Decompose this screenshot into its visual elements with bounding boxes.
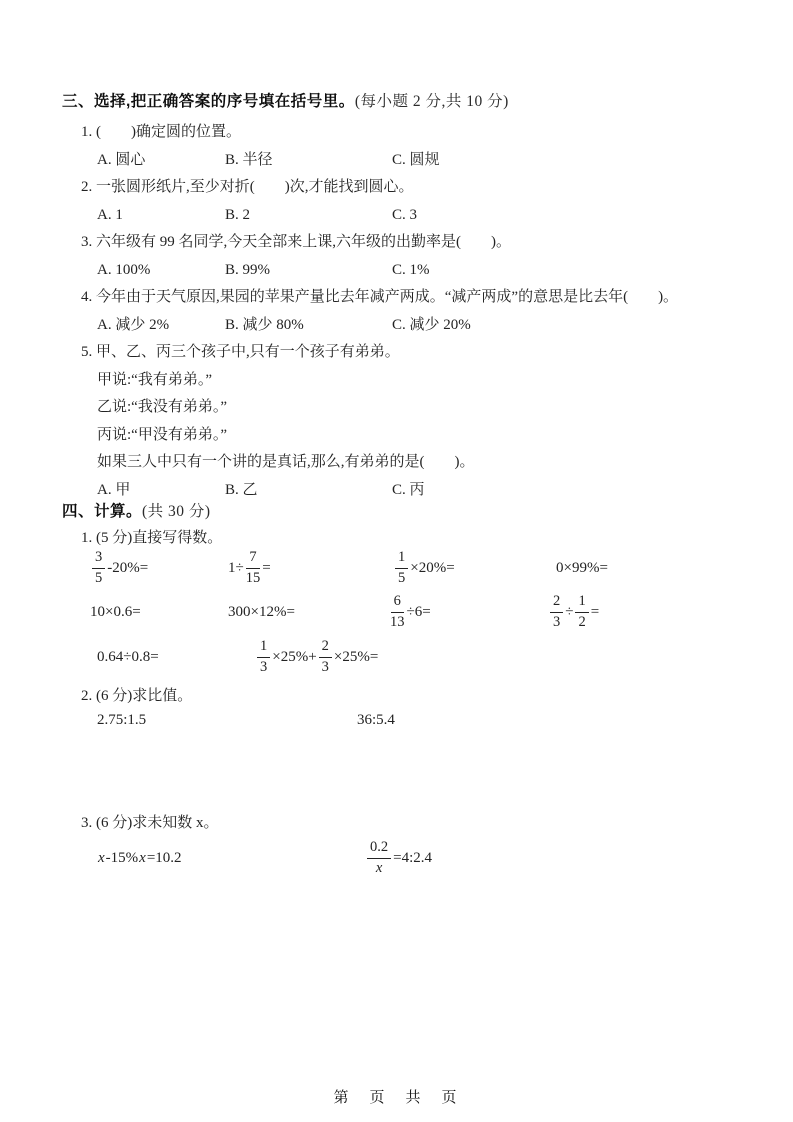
fraction-denominator: 3	[260, 658, 268, 675]
option-a: A. 1	[97, 207, 123, 223]
page-footer: 第 页 共 页	[333, 1089, 460, 1106]
math-expression	[365, 836, 432, 880]
question-2-options	[0, 205, 793, 225]
option-b: B. 乙	[225, 482, 258, 498]
math-text: ÷	[565, 603, 574, 620]
ratio-item: 36:5.4	[357, 712, 395, 728]
fraction-denominator: 15	[245, 569, 261, 586]
fraction	[390, 594, 405, 629]
section-4-heading-note: (共 30 分)	[142, 503, 211, 520]
fraction-denominator: 2	[578, 613, 586, 630]
section-3-heading-bold: 三、选择,把正确答案的序号填在括号里。	[62, 93, 355, 110]
question-5-statement-bing: 丙说:“甲没有弟弟。”	[97, 427, 227, 443]
question-4-options	[0, 315, 793, 335]
option-c: C. 减少 20%	[392, 317, 471, 333]
fraction-denominator: 5	[95, 569, 103, 586]
fraction	[246, 550, 261, 585]
question-4-text: 4. 今年由于天气原因,果园的苹果产量比去年减产两成。“减产两成”的意思是比去年( )。	[81, 289, 679, 305]
fraction-numerator: 2	[319, 639, 332, 657]
math-text: =	[590, 603, 600, 620]
section-3-heading-note: (每小题 2 分,共 10 分)	[354, 93, 509, 110]
math-text: ×25%+	[272, 648, 317, 665]
fraction	[367, 840, 391, 875]
math-expression	[90, 546, 148, 590]
math-text: 1÷	[228, 559, 244, 576]
math-text: -15%	[105, 849, 139, 866]
math-text: ×20%=	[410, 559, 455, 576]
question-5-text: 5. 甲、乙、丙三个孩子中,只有一个孩子有弟弟。	[81, 344, 400, 360]
section-4-heading-bold: 四、计算。	[62, 503, 143, 520]
fraction-denominator: x	[375, 859, 383, 876]
option-c: C. 1%	[392, 262, 430, 278]
math-expression	[393, 546, 455, 590]
math-variable: x	[139, 849, 146, 866]
math-text: ×25%=	[333, 648, 379, 665]
question-5-options	[0, 480, 793, 500]
math-text: =4:2.4	[393, 849, 433, 866]
option-b: B. 99%	[225, 262, 270, 278]
calc-row-3	[0, 635, 793, 679]
math-expression	[228, 590, 295, 634]
option-a: A. 甲	[97, 482, 131, 498]
math-text: 10×0.6=	[90, 603, 141, 620]
fraction-denominator: 13	[390, 613, 405, 630]
fraction-numerator: 3	[92, 550, 105, 568]
fraction-denominator: 5	[398, 569, 406, 586]
fraction-numerator: 1	[575, 594, 588, 612]
math-text: =	[262, 559, 271, 576]
question-3-text: 3. 六年级有 99 名同学,今天全部来上课,六年级的出勤率是( )。	[81, 234, 511, 250]
calc-1-label: 1. (5 分)直接写得数。	[81, 530, 223, 546]
ratio-item: 2.75:1.5	[97, 712, 147, 728]
option-c: C. 3	[392, 207, 418, 223]
section-4-heading	[62, 502, 211, 522]
math-expression	[255, 635, 378, 679]
math-variable: x	[98, 849, 105, 866]
section-3-heading	[62, 92, 509, 112]
question-5-statement-yi: 乙说:“我没有弟弟。”	[97, 399, 227, 415]
math-expression	[548, 590, 599, 634]
math-text: =10.2	[146, 849, 182, 866]
option-a: A. 100%	[97, 262, 151, 278]
option-b: B. 减少 80%	[225, 317, 304, 333]
option-a: A. 减少 2%	[97, 317, 170, 333]
fraction-numerator: 7	[246, 550, 259, 568]
math-text: 0.64÷0.8=	[97, 648, 159, 665]
math-expression	[388, 590, 431, 634]
math-expression	[97, 635, 159, 679]
fraction-numerator: 0.2	[367, 840, 391, 858]
question-1-options	[0, 150, 793, 170]
fraction	[257, 639, 270, 674]
fraction	[395, 550, 408, 585]
math-expression	[228, 546, 271, 590]
calc-row-1	[0, 546, 793, 590]
fraction	[575, 594, 588, 629]
option-b: B. 2	[225, 207, 251, 223]
fraction-denominator: 3	[553, 613, 561, 630]
question-3-options	[0, 260, 793, 280]
fraction-numerator: 1	[395, 550, 408, 568]
calc-row-2	[0, 590, 793, 634]
calc-3-label: 3. (6 分)求未知数 x。	[81, 815, 219, 831]
fraction-denominator: 3	[321, 658, 329, 675]
fraction	[319, 639, 332, 674]
question-5-conclusion: 如果三人中只有一个讲的是真话,那么,有弟弟的是( )。	[97, 454, 475, 470]
math-text: 0×99%=	[556, 559, 608, 576]
option-b: B. 半径	[225, 152, 273, 168]
fraction-numerator: 1	[257, 639, 270, 657]
math-expression	[90, 590, 141, 634]
question-2-text: 2. 一张圆形纸片,至少对折( )次,才能找到圆心。	[81, 179, 414, 195]
fraction	[550, 594, 563, 629]
fraction-numerator: 6	[391, 594, 404, 612]
fraction-numerator: 2	[550, 594, 563, 612]
math-text: -20%=	[107, 559, 149, 576]
option-a: A. 圆心	[97, 152, 146, 168]
calc-2-label: 2. (6 分)求比值。	[81, 688, 193, 704]
option-c: C. 圆规	[392, 152, 440, 168]
question-5-statement-jia: 甲说:“我有弟弟。”	[97, 372, 212, 388]
fraction	[92, 550, 105, 585]
option-c: C. 丙	[392, 482, 425, 498]
math-expression	[97, 836, 182, 880]
equation-row	[0, 836, 793, 880]
math-text: ÷6=	[406, 603, 431, 620]
math-text: 300×12%=	[228, 603, 295, 620]
question-1-text: 1. ( )确定圆的位置。	[81, 124, 241, 140]
math-expression	[556, 546, 608, 590]
